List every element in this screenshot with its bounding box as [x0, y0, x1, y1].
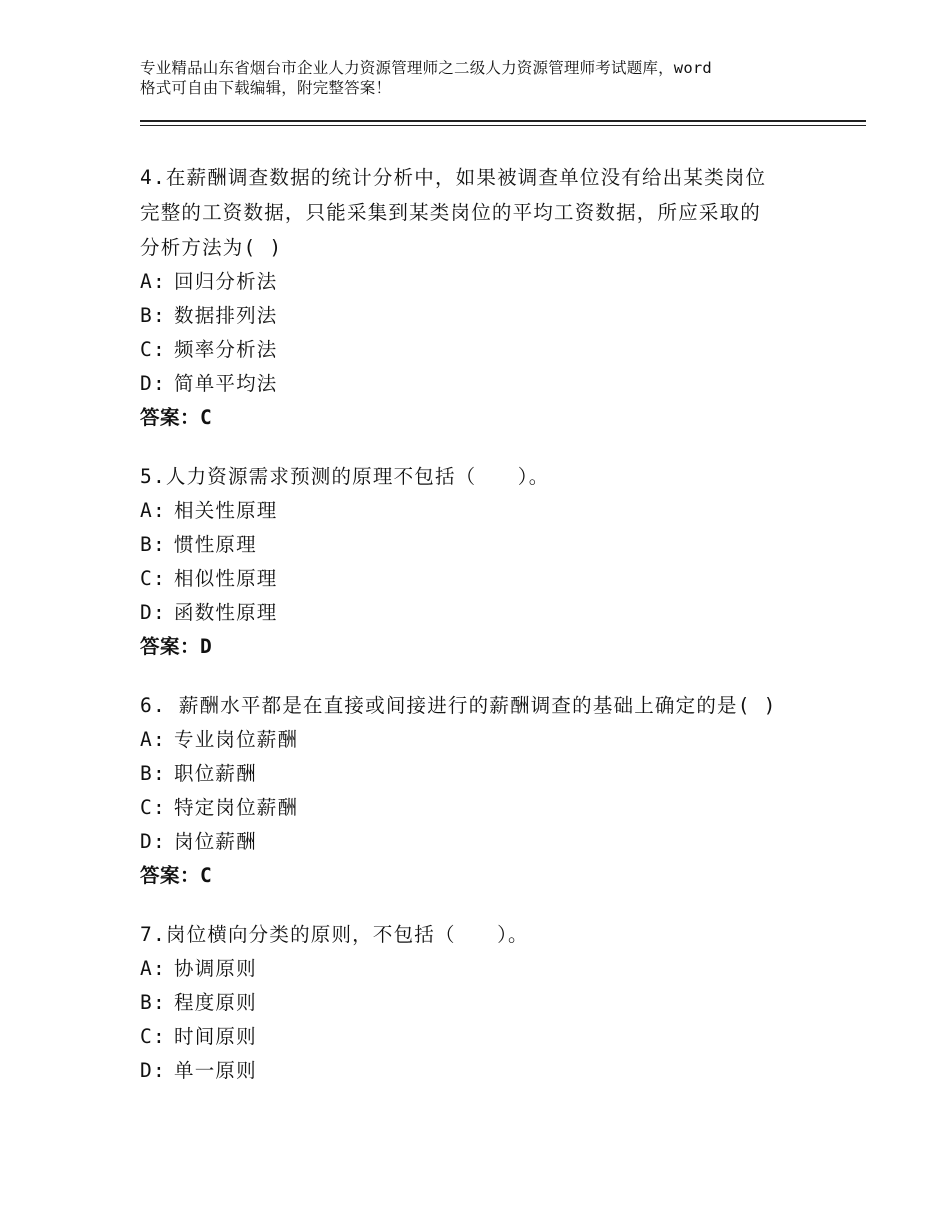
- option-key: A:: [140, 270, 166, 293]
- option-key: C:: [140, 1025, 166, 1048]
- question-stem-line: 分析方法为( ): [140, 236, 283, 259]
- option-text: 函数性原理: [174, 601, 278, 624]
- question-item: [140, 160, 830, 435]
- option-text: 协调原则: [174, 957, 257, 980]
- header-title-line-1: 专业精品山东省烟台市企业人力资源管理师之二级人力资源管理师考试题库，word: [140, 59, 712, 77]
- option-key: A:: [140, 957, 166, 980]
- option-text: 惯性原理: [174, 533, 257, 556]
- answer-value: D: [200, 635, 213, 658]
- question-stem-line: 6. 薪酬水平都是在直接或间接进行的薪酬调查的基础上确定的是( ): [140, 694, 777, 717]
- answer-line: [140, 859, 830, 893]
- option-key: C:: [140, 796, 166, 819]
- option-key: B:: [140, 304, 166, 327]
- question-stem-line: 完整的工资数据，只能采集到某类岗位的平均工资数据，所应采取的: [140, 201, 762, 224]
- option-key: B:: [140, 762, 166, 785]
- question-stem-line: 4.在薪酬调查数据的统计分析中，如果被调查单位没有给出某类岗位: [140, 166, 767, 189]
- header-divider-thin: [140, 125, 866, 126]
- answer-label: 答案：: [140, 864, 201, 887]
- answer-value: C: [200, 864, 213, 887]
- question-stem: [140, 688, 830, 723]
- option-c: [140, 333, 830, 367]
- option-b: [140, 986, 830, 1020]
- question-stem: [140, 459, 830, 494]
- question-stem: [140, 917, 830, 952]
- option-key: C:: [140, 567, 166, 590]
- option-b: [140, 757, 830, 791]
- option-text: 特定岗位薪酬: [174, 796, 299, 819]
- option-key: D:: [140, 601, 166, 624]
- option-c: [140, 1020, 830, 1054]
- option-d: [140, 596, 830, 630]
- document-header: [140, 58, 830, 98]
- answer-label: 答案：: [140, 635, 201, 658]
- option-b: [140, 528, 830, 562]
- option-c: [140, 791, 830, 825]
- answer-line: [140, 630, 830, 664]
- option-key: C:: [140, 338, 166, 361]
- option-a: [140, 494, 830, 528]
- option-key: A:: [140, 499, 166, 522]
- header-title-line-2: 格式可自由下载编辑，附完整答案！: [140, 79, 392, 97]
- option-a: [140, 952, 830, 986]
- option-text: 职位薪酬: [174, 762, 257, 785]
- option-text: 相似性原理: [174, 567, 278, 590]
- question-item: [140, 688, 830, 893]
- option-a: [140, 265, 830, 299]
- option-text: 相关性原理: [174, 499, 278, 522]
- question-stem: [140, 160, 830, 265]
- option-d: [140, 367, 830, 401]
- option-text: 岗位薪酬: [174, 830, 257, 853]
- question-list: [140, 160, 830, 1112]
- option-text: 数据排列法: [174, 304, 278, 327]
- header-divider-thick: [140, 120, 866, 122]
- option-text: 程度原则: [174, 991, 257, 1014]
- option-text: 单一原则: [174, 1059, 257, 1082]
- option-text: 频率分析法: [174, 338, 278, 361]
- option-text: 回归分析法: [174, 270, 278, 293]
- option-key: D:: [140, 1059, 166, 1082]
- answer-value: C: [200, 406, 213, 429]
- option-d: [140, 825, 830, 859]
- option-key: D:: [140, 830, 166, 853]
- option-b: [140, 299, 830, 333]
- answer-line: [140, 401, 830, 435]
- option-text: 简单平均法: [174, 372, 278, 395]
- option-c: [140, 562, 830, 596]
- question-item: [140, 917, 830, 1088]
- answer-label: 答案：: [140, 406, 201, 429]
- option-d: [140, 1054, 830, 1088]
- option-key: D:: [140, 372, 166, 395]
- question-stem-line: 7.岗位横向分类的原则，不包括（ ）。: [140, 923, 529, 946]
- option-key: B:: [140, 991, 166, 1014]
- option-key: B:: [140, 533, 166, 556]
- question-stem-line: 5.人力资源需求预测的原理不包括（ ）。: [140, 465, 550, 488]
- question-item: [140, 459, 830, 664]
- option-text: 专业岗位薪酬: [174, 728, 299, 751]
- option-key: A:: [140, 728, 166, 751]
- option-text: 时间原则: [174, 1025, 257, 1048]
- option-a: [140, 723, 830, 757]
